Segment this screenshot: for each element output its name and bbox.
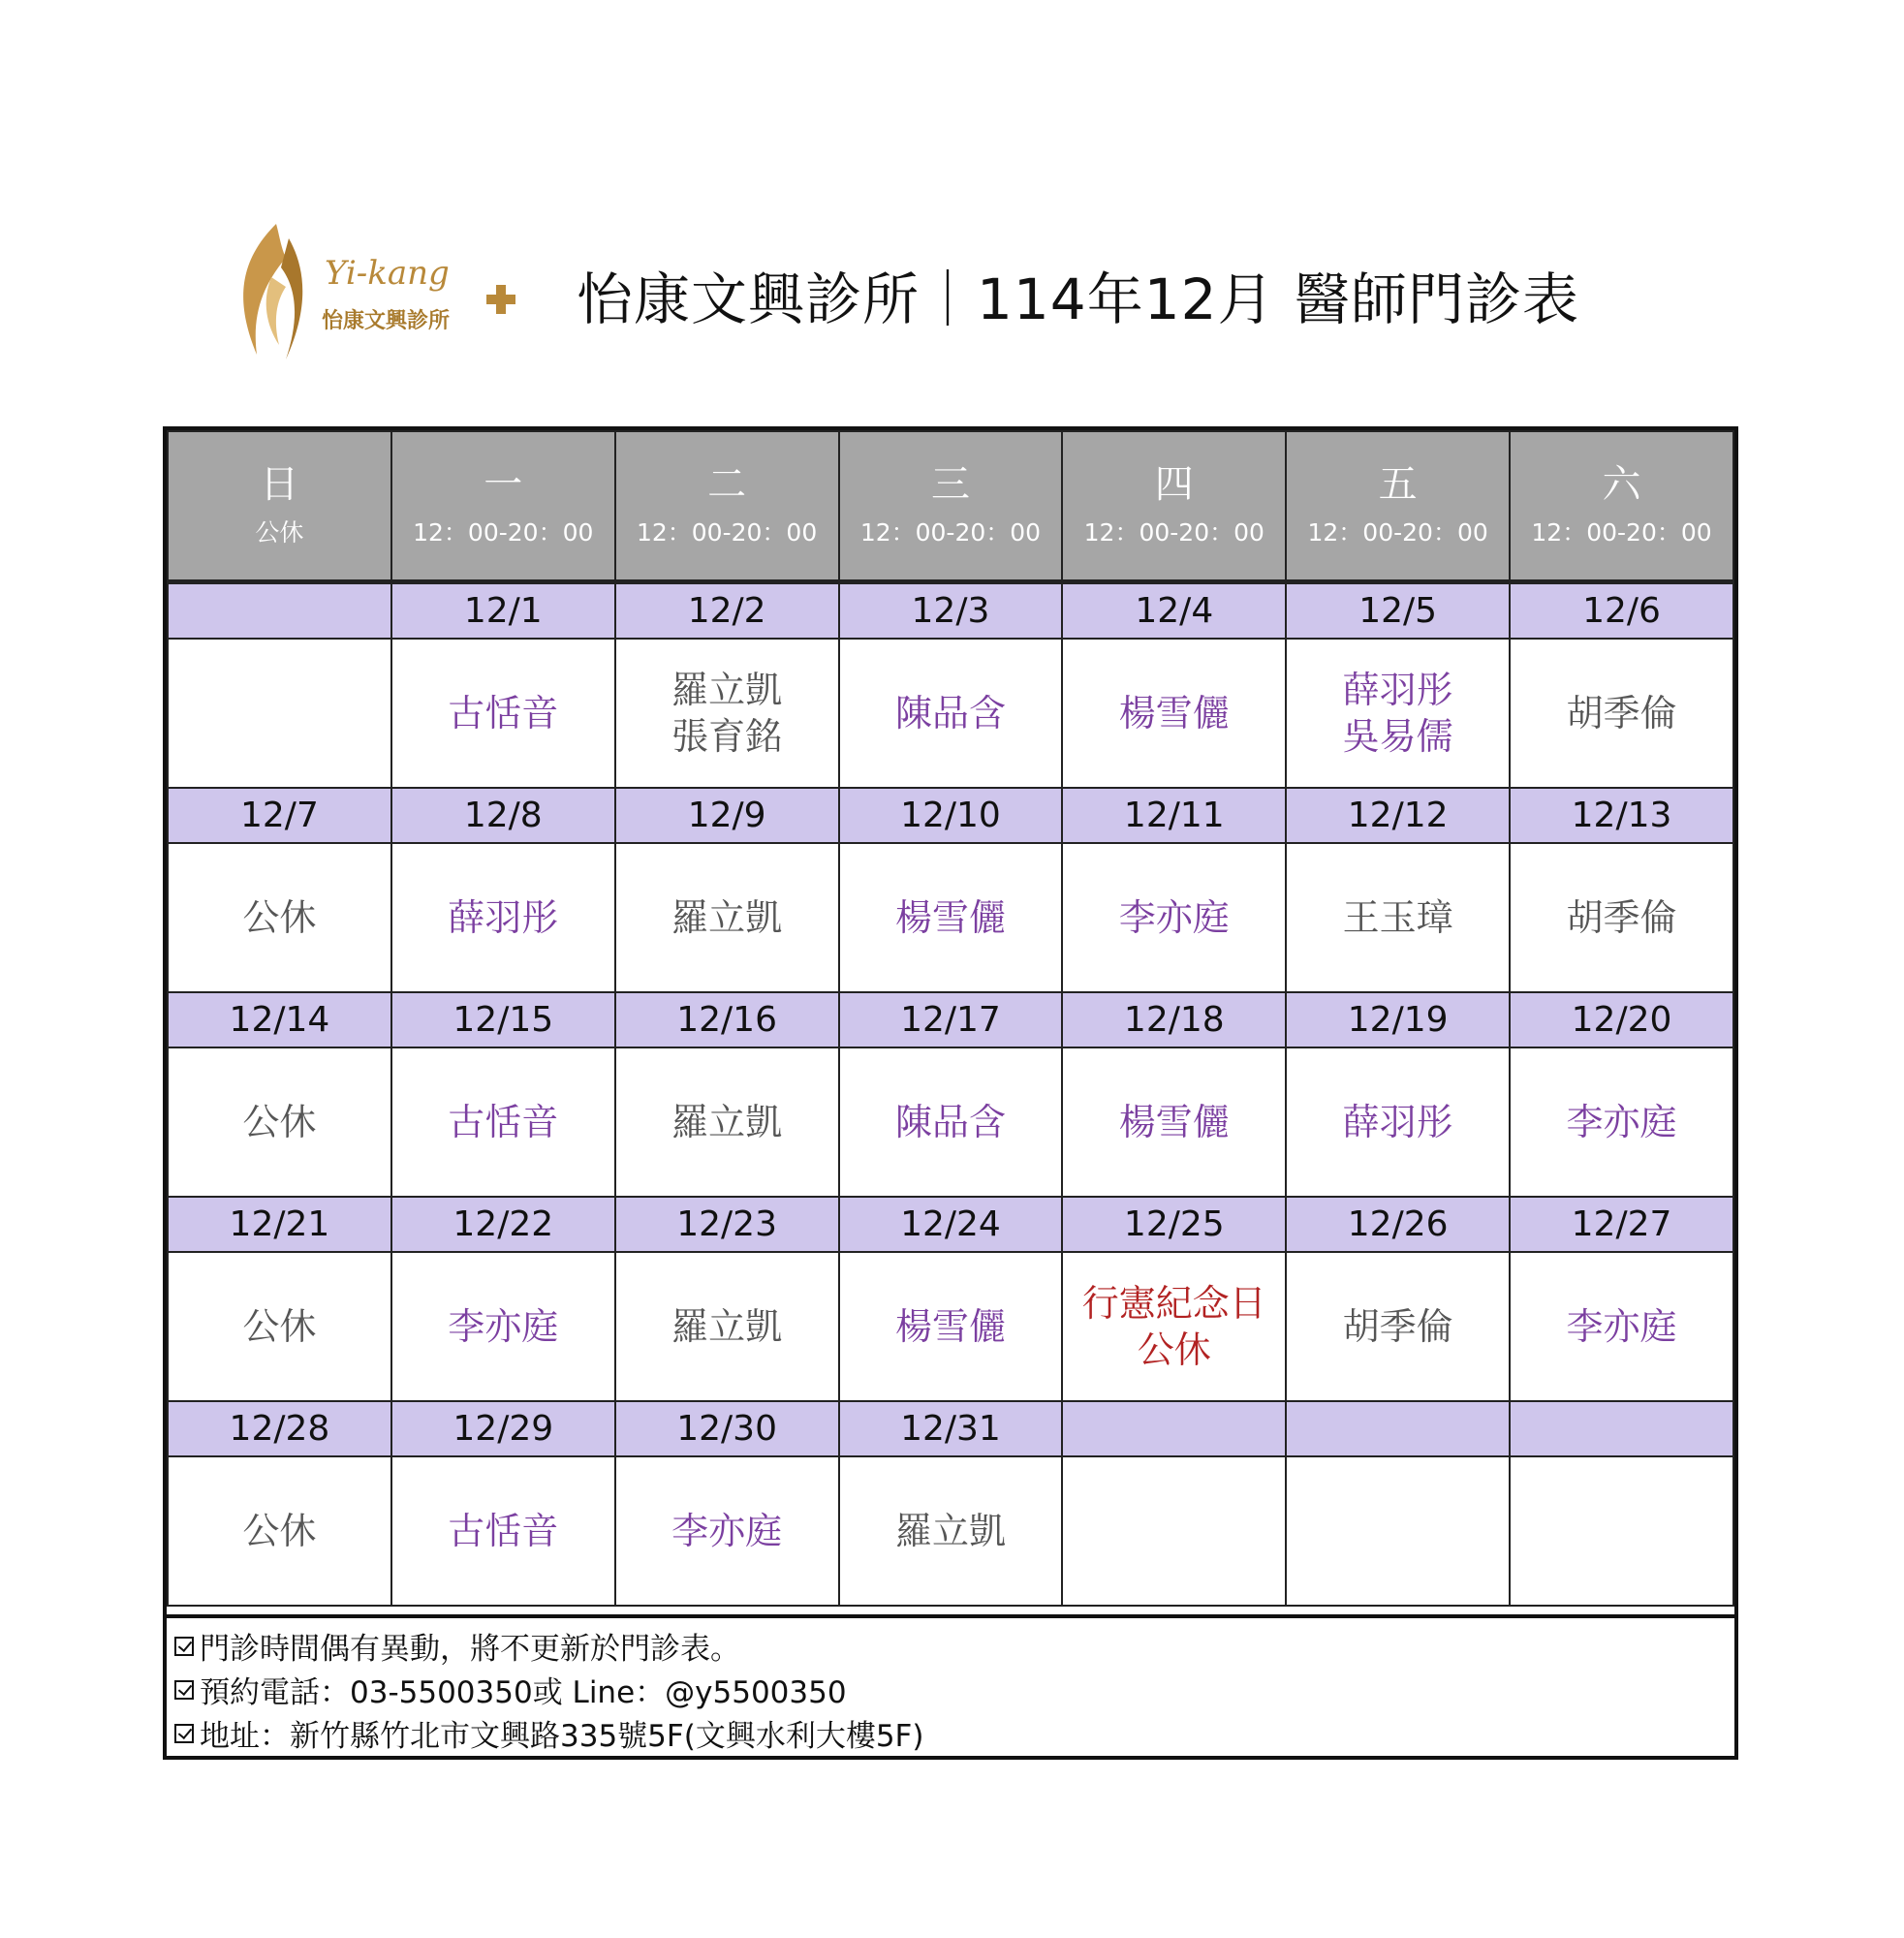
doctor-name: 楊雪儷	[1118, 1101, 1230, 1143]
doctor-row	[168, 1456, 1733, 1606]
doctor-cell	[391, 639, 615, 788]
date-cell: 12/29	[391, 1401, 615, 1456]
weekday-header-cell	[168, 431, 391, 582]
logo-text-en: Yi-kang	[325, 254, 450, 293]
note-item	[167, 1624, 1734, 1668]
clinic-hours: 12：00-20：00	[413, 518, 594, 547]
doctor-name: 李亦庭	[1566, 1101, 1677, 1143]
weekday-header-cell	[615, 431, 839, 582]
doctor-name: 古恬音	[448, 692, 559, 735]
doctor-cell	[839, 1252, 1063, 1401]
doctor-cell	[615, 1456, 839, 1606]
weekday-name: 六	[1602, 462, 1641, 507]
doctor-name: 楊雪儷	[1118, 692, 1230, 735]
date-cell	[1062, 1401, 1286, 1456]
date-cell: 12/31	[839, 1401, 1063, 1456]
date-cell: 12/15	[391, 992, 615, 1047]
clinic-hours: 公休	[255, 518, 304, 547]
date-row	[168, 1197, 1733, 1252]
weekday-header-cell	[1510, 431, 1733, 582]
doctor-name: 楊雪儷	[894, 896, 1006, 939]
doctor-cell	[391, 1252, 615, 1401]
doctor-name: 古恬音	[448, 1101, 559, 1143]
doctor-cell	[1062, 1047, 1286, 1197]
doctor-cell	[1286, 843, 1510, 992]
date-cell: 12/14	[168, 992, 391, 1047]
date-cell	[1286, 1401, 1510, 1456]
doctor-row	[168, 639, 1733, 788]
date-cell: 12/27	[1510, 1197, 1733, 1252]
doctor-cell	[1062, 1252, 1286, 1401]
date-row	[168, 992, 1733, 1047]
date-cell: 12/2	[615, 582, 839, 640]
doctor-name: 吳易儒	[1342, 715, 1453, 758]
doctor-cell	[1062, 843, 1286, 992]
date-cell	[168, 582, 391, 640]
medical-cross-icon	[486, 285, 515, 314]
weekday-name: 三	[930, 462, 970, 507]
doctor-cell	[168, 1047, 391, 1197]
date-row	[168, 582, 1733, 640]
doctor-cell	[391, 1456, 615, 1606]
weekday-name: 二	[707, 462, 747, 507]
doctor-cell	[1510, 1456, 1733, 1606]
doctor-name: 楊雪儷	[894, 1305, 1006, 1348]
flame-leaf-icon	[233, 219, 329, 364]
note-text: 門診時間偶有異動，將不更新於門診表。	[200, 1632, 740, 1667]
date-cell: 12/20	[1510, 992, 1733, 1047]
page-title: 怡康文興診所｜114年12月 醫師門診表	[577, 266, 1579, 332]
date-cell: 12/10	[839, 788, 1063, 843]
doctor-cell	[1510, 843, 1733, 992]
weekday-name: 五	[1378, 462, 1418, 507]
clinic-hours: 12：00-20：00	[1307, 518, 1488, 547]
holiday-label: 公休	[1137, 1328, 1211, 1371]
doctor-cell	[1510, 639, 1733, 788]
date-cell: 12/9	[615, 788, 839, 843]
note-item	[167, 1668, 1734, 1711]
schedule-table	[163, 426, 1738, 1760]
doctor-row	[168, 1047, 1733, 1197]
doctor-name: 羅立凱	[894, 1510, 1006, 1552]
weekday-name: 日	[260, 462, 299, 507]
doctor-cell	[1062, 639, 1286, 788]
date-cell: 12/21	[168, 1197, 391, 1252]
date-cell: 12/19	[1286, 992, 1510, 1047]
doctor-row	[168, 1252, 1733, 1401]
checkbox-icon	[174, 1680, 194, 1700]
doctor-name: 公休	[242, 896, 317, 939]
date-cell: 12/24	[839, 1197, 1063, 1252]
doctor-name: 薛羽彤	[1342, 669, 1453, 711]
weekday-header-cell	[839, 431, 1063, 582]
doctor-cell	[168, 843, 391, 992]
clinic-hours: 12：00-20：00	[1083, 518, 1264, 547]
weekday-header-cell	[391, 431, 615, 582]
date-cell: 12/6	[1510, 582, 1733, 640]
doctor-name: 李亦庭	[448, 1305, 559, 1348]
doctor-cell	[1286, 1456, 1510, 1606]
doctor-name: 古恬音	[448, 1510, 559, 1552]
doctor-cell	[391, 843, 615, 992]
doctor-cell	[168, 1252, 391, 1401]
doctor-cell	[1510, 1252, 1733, 1401]
doctor-cell	[615, 843, 839, 992]
date-cell: 12/1	[391, 582, 615, 640]
doctor-cell	[615, 639, 839, 788]
date-cell: 12/7	[168, 788, 391, 843]
date-cell: 12/13	[1510, 788, 1733, 843]
doctor-name: 羅立凱	[671, 896, 783, 939]
doctor-cell	[168, 639, 391, 788]
doctor-name: 薛羽彤	[1342, 1101, 1453, 1143]
doctor-name: 胡季倫	[1342, 1305, 1453, 1348]
doctor-cell	[1286, 639, 1510, 788]
date-cell: 12/26	[1286, 1197, 1510, 1252]
doctor-name: 王玉璋	[1342, 896, 1453, 939]
doctor-name: 羅立凱	[671, 669, 783, 711]
date-row	[168, 1401, 1733, 1456]
doctor-name: 李亦庭	[1566, 1305, 1677, 1348]
doctor-cell	[839, 1047, 1063, 1197]
doctor-cell	[615, 1252, 839, 1401]
doctor-name: 公休	[242, 1101, 317, 1143]
doctor-name: 胡季倫	[1566, 692, 1677, 735]
date-cell: 12/16	[615, 992, 839, 1047]
note-text: 預約電話：03-5500350或 Line：@y5500350	[200, 1675, 847, 1710]
date-cell: 12/18	[1062, 992, 1286, 1047]
doctor-cell	[391, 1047, 615, 1197]
doctor-name: 張育銘	[671, 715, 783, 758]
note-text: 地址：新竹縣竹北市文興路335號5F(文興水利大樓5F)	[200, 1719, 924, 1754]
checkbox-icon	[174, 1724, 194, 1743]
doctor-cell	[839, 639, 1063, 788]
weekday-header-row	[168, 431, 1733, 582]
doctor-cell	[1286, 1252, 1510, 1401]
date-cell: 12/8	[391, 788, 615, 843]
weekday-header-cell	[1286, 431, 1510, 582]
doctor-name: 李亦庭	[671, 1510, 783, 1552]
doctor-cell	[168, 1456, 391, 1606]
doctor-row	[168, 843, 1733, 992]
clinic-hours: 12：00-20：00	[636, 518, 818, 547]
clinic-logo	[233, 219, 523, 364]
date-row	[168, 788, 1733, 843]
doctor-name: 公休	[242, 1510, 317, 1552]
note-item	[167, 1711, 1734, 1755]
notes-section	[167, 1614, 1734, 1756]
date-cell: 12/30	[615, 1401, 839, 1456]
doctor-cell	[1286, 1047, 1510, 1197]
doctor-cell	[615, 1047, 839, 1197]
doctor-cell	[839, 843, 1063, 992]
doctor-name: 李亦庭	[1118, 896, 1230, 939]
logo-text-zh: 怡康文興診所	[322, 309, 451, 333]
doctor-cell	[1062, 1456, 1286, 1606]
checkbox-icon	[174, 1637, 194, 1656]
doctor-name: 陳品含	[894, 692, 1006, 735]
holiday-label: 行憲紀念日	[1081, 1282, 1266, 1325]
date-cell: 12/11	[1062, 788, 1286, 843]
doctor-name: 胡季倫	[1566, 896, 1677, 939]
weekday-name: 一	[484, 462, 523, 507]
date-cell: 12/23	[615, 1197, 839, 1252]
clinic-hours: 12：00-20：00	[859, 518, 1042, 547]
date-cell: 12/17	[839, 992, 1063, 1047]
weekday-name: 四	[1154, 462, 1194, 507]
doctor-name: 公休	[242, 1305, 317, 1348]
doctor-name: 羅立凱	[671, 1101, 783, 1143]
doctor-cell	[839, 1456, 1063, 1606]
weekday-header-cell	[1062, 431, 1286, 582]
date-cell: 12/25	[1062, 1197, 1286, 1252]
date-cell: 12/12	[1286, 788, 1510, 843]
doctor-name: 陳品含	[894, 1101, 1006, 1143]
doctor-cell	[1510, 1047, 1733, 1197]
date-cell: 12/3	[839, 582, 1063, 640]
schedule-grid	[167, 430, 1734, 1607]
clinic-hours: 12：00-20：00	[1531, 518, 1712, 547]
date-cell	[1510, 1401, 1733, 1456]
doctor-name: 羅立凱	[671, 1305, 783, 1348]
doctor-name: 薛羽彤	[448, 896, 559, 939]
date-cell: 12/5	[1286, 582, 1510, 640]
date-cell: 12/28	[168, 1401, 391, 1456]
date-cell: 12/22	[391, 1197, 615, 1252]
date-cell: 12/4	[1062, 582, 1286, 640]
